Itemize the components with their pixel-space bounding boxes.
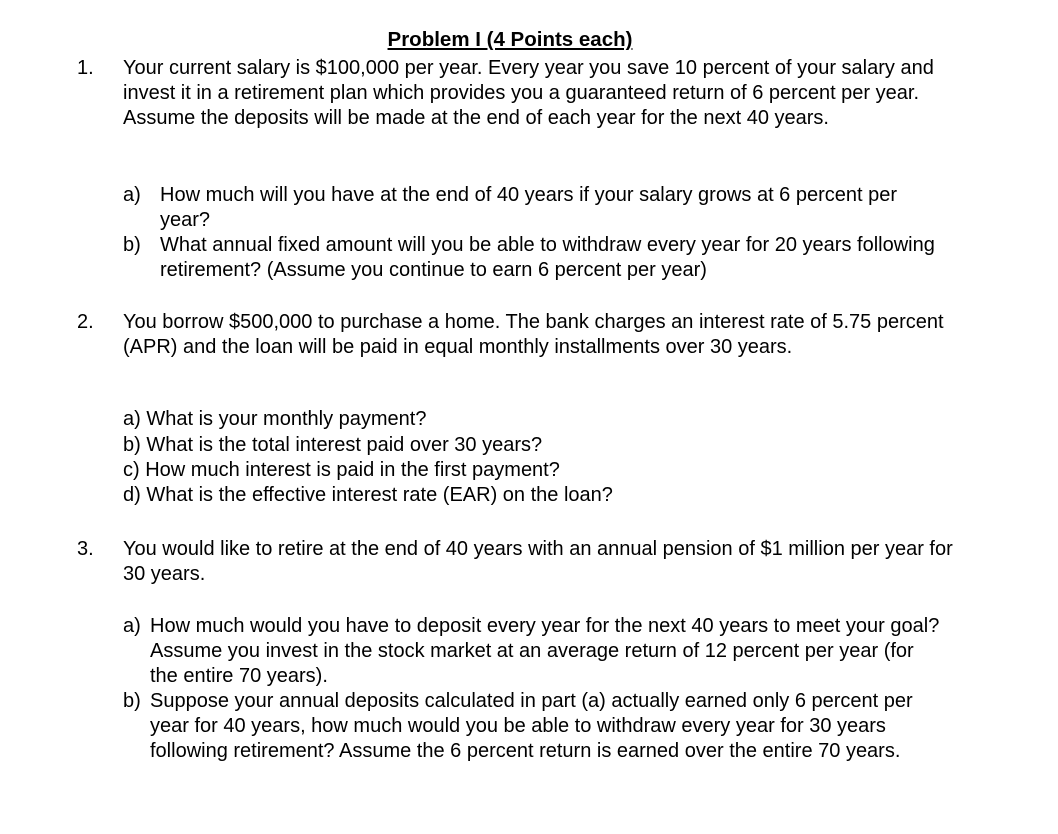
question-number: 3. <box>77 538 94 560</box>
part-text: What is the total interest paid over 30 years? <box>146 434 543 456</box>
question-number: 1. <box>77 57 94 79</box>
part-label: a) <box>123 408 141 430</box>
question-part <box>123 433 542 458</box>
part-label: b) <box>123 234 141 256</box>
part-text: What annual fixed amount will you be able to withdraw every year for 20 years following retirement? (Assume you continue to earn 6 percent per year) <box>160 234 935 281</box>
part-text: How much interest is paid in the first payment? <box>145 459 560 481</box>
part-label: b) <box>123 690 141 712</box>
part-label: b) <box>123 434 141 456</box>
question-number: 2. <box>77 311 94 333</box>
part-label: d) <box>123 484 141 506</box>
question-text: Your current salary is $100,000 per year. Every year you save 10 percent of your salary and invest it in a retirement plan which provides you a guaranteed return of 6 percent per year. Assume the deposits will be made at the end of each year for the next 40 years. <box>123 57 934 129</box>
question-part <box>123 407 426 432</box>
part-text: How much would you have to deposit every year for the next 40 years to meet your goal? Assume you invest in the stock market at an average return of 12 percent per year (for the entire 70 years). <box>150 615 940 687</box>
problem-title: Problem I (4 Points each) <box>387 28 633 51</box>
part-label: c) <box>123 459 140 481</box>
part-label: a) <box>123 615 141 637</box>
part-text: How much will you have at the end of 40 years if your salary grows at 6 percent per year? <box>160 184 898 231</box>
question-text: You would like to retire at the end of 40 years with an annual pension of $1 million per year for 30 years. <box>123 538 953 585</box>
part-text: What is the effective interest rate (EAR) on the loan? <box>146 484 613 506</box>
part-text: What is your monthly payment? <box>146 408 427 430</box>
question-text: You borrow $500,000 to purchase a home. The bank charges an interest rate of 5.75 percent (APR) and the loan will be paid in equal monthly installments over 30 years. <box>123 311 944 358</box>
question-part <box>123 483 613 508</box>
part-label: a) <box>123 184 141 206</box>
part-text: Suppose your annual deposits calculated in part (a) actually earned only 6 percent per year for 40 years, how much would you be able to withdraw every year for 30 years following retirement? Assume the 6 percent return is earned over the entire 70 years. <box>150 690 913 762</box>
question-part <box>123 458 560 483</box>
